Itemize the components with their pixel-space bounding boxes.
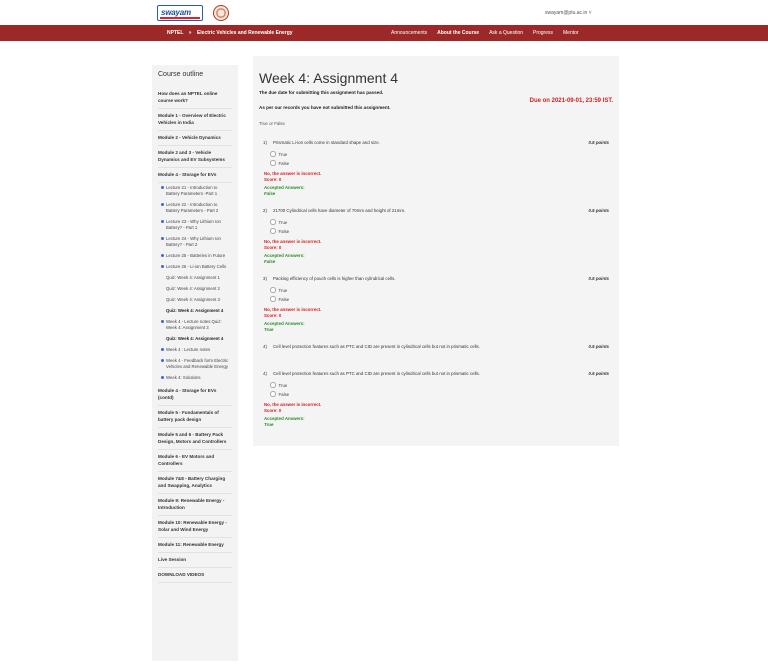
sidebar-lecture[interactable]: Lecture 21 - Introduction to Battery Parameters -Part 1	[158, 183, 232, 200]
breadcrumb-nptel[interactable]: NPTEL	[167, 30, 184, 36]
question-points: 0.5 points	[588, 208, 609, 213]
nav-mentor[interactable]: Mentor	[563, 30, 579, 36]
question-number: 3)	[263, 276, 267, 281]
option-false[interactable]: False	[270, 228, 289, 234]
due-date: Due on 2021-09-01, 23:59 IST.	[529, 98, 613, 104]
sidebar-module[interactable]: DOWNLOAD VIDEOS	[158, 568, 232, 583]
nav-ask-question[interactable]: Ask a Question	[489, 30, 523, 36]
question-points: 0.5 points	[588, 276, 609, 281]
sidebar-lecture[interactable]: Lecture 24 - Why Lithium Ion Battery? - Part 2	[158, 234, 232, 251]
sidebar-lecture[interactable]: Lecture 26 - Li-ion Battery Cells	[158, 262, 232, 273]
accepted-answer: False	[264, 191, 276, 196]
course-outline-title: Course outline	[158, 71, 204, 78]
sidebar-lecture[interactable]: Lecture 23 - Why Lithium Ion Battery? - Part 1	[158, 217, 232, 234]
section-label: True or False	[259, 121, 285, 126]
due-passed-note: The due date for submitting this assignment has passed.	[259, 90, 384, 95]
sidebar-quiz[interactable]: Quiz: Week 4: Assignment 3	[166, 297, 220, 302]
feedback-incorrect: No, the answer is incorrect.	[264, 307, 322, 312]
option-true[interactable]: True	[270, 382, 287, 388]
sidebar-lecture[interactable]: Week 4 - Feedback form Electric Vehicles and Renewable Energy	[158, 356, 232, 373]
question-number: 2)	[263, 208, 267, 213]
nav-progress[interactable]: Progress	[533, 30, 554, 36]
course-outline-sidebar	[152, 65, 238, 661]
not-submitted-note: As per our records you have not submitted this assignment.	[259, 105, 391, 110]
score: Score: 0	[264, 245, 282, 250]
question-number: 4)	[263, 371, 267, 376]
sidebar-module[interactable]: Live Session	[158, 553, 232, 568]
sidebar-module[interactable]: Module 4 - Storage for EVs (contd)	[158, 384, 232, 406]
nav-links	[391, 30, 579, 36]
sidebar-quiz-active[interactable]: Quiz: Week 4: Assignment 4	[166, 308, 224, 313]
feedback-incorrect: No, the answer is incorrect.	[264, 402, 322, 407]
option-false[interactable]: False	[270, 391, 289, 397]
user-email: swayam@ptu.ac.in	[545, 10, 588, 16]
breadcrumb-course[interactable]: Electric Vehicles and Renewable Energy	[196, 30, 293, 36]
breadcrumb-separator: »	[188, 30, 192, 36]
accepted-answer: True	[264, 327, 274, 332]
sidebar-module[interactable]: Module 11: Renewable Energy	[158, 538, 232, 553]
breadcrumb	[167, 30, 297, 36]
score: Score: 0	[264, 408, 282, 413]
question-number: 4)	[263, 344, 267, 349]
option-false[interactable]: False	[270, 296, 289, 302]
sidebar-module[interactable]: Module 6 - EV Motors and Controllers	[158, 450, 232, 472]
question-points: 0.5 points	[588, 371, 609, 376]
accepted-answer: True	[264, 422, 274, 427]
accepted-answers-label: Accepted Answers:	[264, 416, 305, 421]
page-title: Week 4: Assignment 4	[259, 70, 399, 86]
question-points: 0.5 points	[588, 140, 609, 145]
sidebar-module[interactable]: Module 7&8 - Battery Charging and Swapping, Analytics	[158, 472, 232, 494]
question-text: Prismatic Li-ion cells come in standard shape and size.	[273, 140, 380, 145]
sidebar-module[interactable]: Module 10: Renewable Energy - Solar and Wind Energy	[158, 516, 232, 538]
sidebar-module[interactable]: Module 5 - Fundamentals of battery pack design	[158, 406, 232, 428]
sidebar-module[interactable]: Module 2 - Vehicle Dynamics	[158, 131, 232, 146]
feedback-incorrect: No, the answer is incorrect.	[264, 239, 322, 244]
course-navbar	[0, 25, 768, 41]
sidebar-module[interactable]: Module 5 and 6 - Battery Pack Design, Motors and Controllers	[158, 428, 232, 450]
course-outline-list	[158, 87, 232, 583]
sidebar-module[interactable]: Module 2 and 3 - Vehicle Dynamics and EV Subsystems	[158, 146, 232, 168]
score: Score: 0	[264, 313, 282, 318]
sidebar-lecture[interactable]: Week 4 : Lecture notes	[158, 345, 232, 356]
question-points: 0.5 points	[588, 344, 609, 349]
user-menu[interactable]	[545, 10, 592, 16]
question-text: Packing efficiency of pouch cells is higher than cylindrical cells.	[273, 276, 396, 281]
question-text: 21700 Cylindrical cells have diameter of 70mm and height of 21mm.	[273, 208, 406, 213]
sidebar-quiz[interactable]: Quiz: Week 4: Assignment 2	[166, 286, 220, 291]
logo-underline	[160, 17, 200, 19]
top-header	[0, 0, 768, 25]
nav-about-course[interactable]: About the Course	[437, 30, 480, 36]
swayam-logo[interactable]	[157, 5, 203, 21]
sidebar-module[interactable]: Module 4 - Storage for EVs	[158, 168, 232, 183]
sidebar-lecture[interactable]: Lecture 25 - Batteries in Future	[158, 251, 232, 262]
sidebar-module[interactable]: How does an NPTEL online course work?	[158, 87, 232, 109]
sidebar-lecture[interactable]: Week 4: Solutions	[158, 373, 232, 384]
option-true[interactable]: True	[270, 219, 287, 225]
sidebar-lecture[interactable]: Week 4 - Lecture notes Quiz: Week 4: Assignment 3	[158, 317, 232, 334]
question-text: Cell level protection features such as PTC and CID are present in cylindrical cells but not in prismatic cells.	[273, 344, 480, 349]
option-true[interactable]: True	[270, 287, 287, 293]
chevron-down-icon: ˅	[588, 10, 592, 16]
sidebar-module[interactable]: Module 9: Renewable Energy - Introduction	[158, 494, 232, 516]
accepted-answers-label: Accepted Answers:	[264, 253, 305, 258]
sidebar-lecture[interactable]: Lecture 22 - Introduction to Battery Parameters - Part 2	[158, 200, 232, 217]
institute-seal-icon[interactable]	[213, 5, 229, 21]
question-number: 1)	[263, 140, 267, 145]
score: Score: 0	[264, 177, 282, 182]
option-false[interactable]: False	[270, 160, 289, 166]
assignment-panel	[253, 56, 619, 446]
logo-text: swayam	[161, 8, 191, 17]
sidebar-quiz[interactable]: Quiz: Week 4: Assignment 1	[166, 275, 220, 280]
nav-announcements[interactable]: Announcements	[391, 30, 428, 36]
sidebar-quiz-active[interactable]: Quiz: Week 4: Assignment 4	[166, 336, 224, 341]
option-true[interactable]: True	[270, 151, 287, 157]
accepted-answers-label: Accepted Answers:	[264, 321, 305, 326]
feedback-incorrect: No, the answer is incorrect.	[264, 171, 322, 176]
question-text: Cell level protection features such as PTC and CID are present in cylindrical cells but not in prismatic cells.	[273, 371, 480, 376]
sidebar-module[interactable]: Module 1 - Overview of Electric Vehicles in India	[158, 109, 232, 131]
accepted-answer: False	[264, 259, 276, 264]
accepted-answers-label: Accepted Answers:	[264, 185, 305, 190]
